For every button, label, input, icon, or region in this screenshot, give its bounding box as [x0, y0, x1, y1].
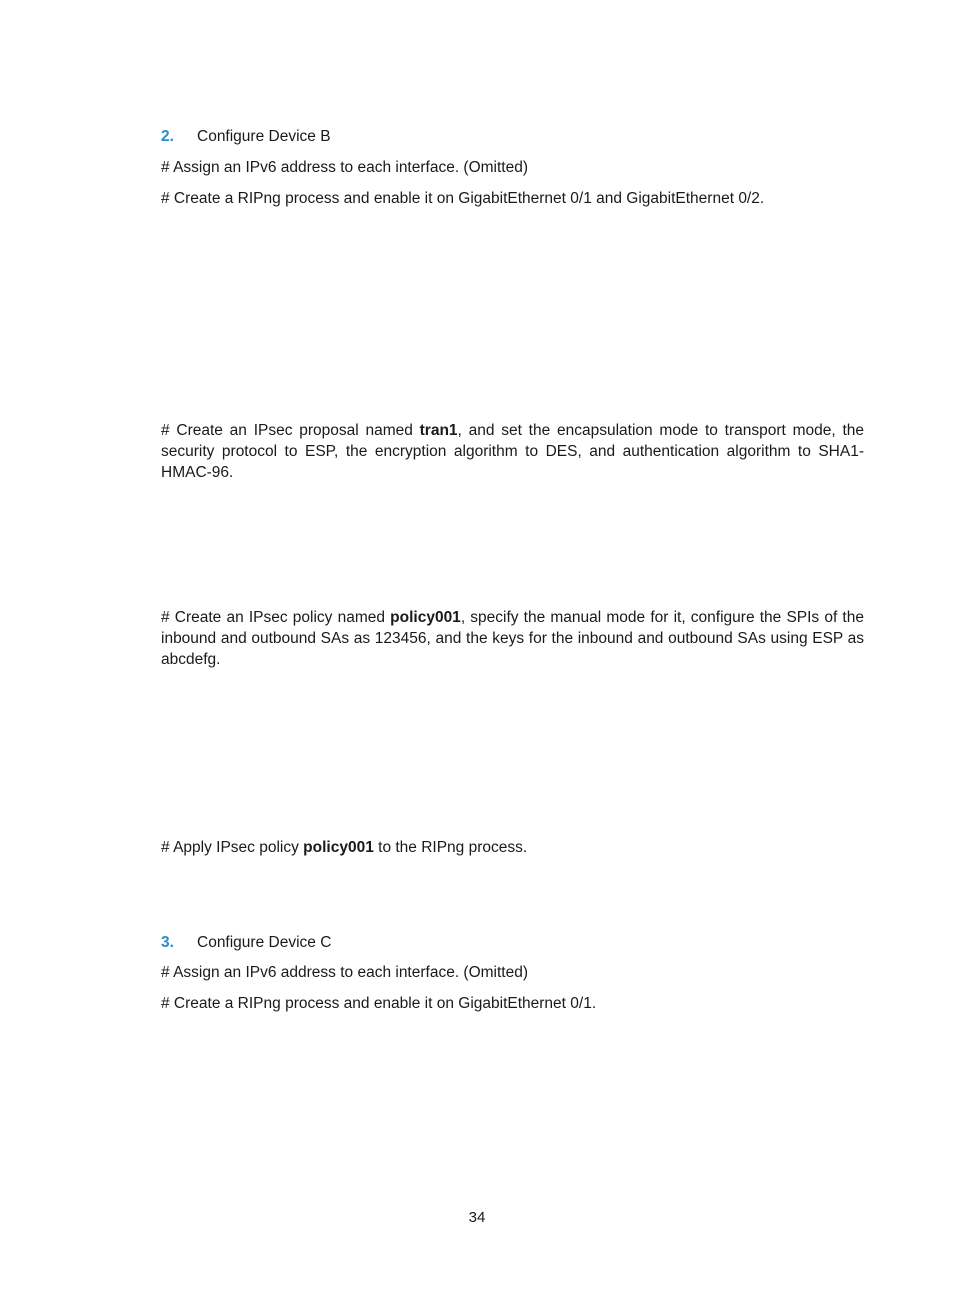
device-c-assign-ipv6: # Assign an IPv6 address to each interface. (Omitted): [161, 964, 529, 981]
proposal-text-after: , and set the encapsulation mode to transport mode, the security protocol to ESP, the encryption algorithm to DES, and authentication algorithm to SHA1-HMAC-96.: [161, 422, 864, 481]
proposal-text-before: # Create an IPsec proposal named: [161, 422, 420, 439]
policy-text-after: , specify the manual mode for it, configure the SPIs of the inbound and outbound SAs as 123456, and the keys for the inbound and outbound SAs using ESP as abcdefg.: [161, 609, 864, 668]
apply-text-after: to the RIPng process.: [373, 839, 528, 856]
device-b-apply-policy: [161, 837, 864, 858]
policy-name: policy001: [390, 609, 461, 626]
apply-policy-name: policy001: [303, 839, 374, 856]
step-configure-device-b: [161, 126, 331, 147]
step-label: Configure Device C: [197, 934, 332, 951]
apply-text-before: # Apply IPsec policy: [161, 839, 304, 856]
device-b-ipsec-policy: [161, 607, 864, 670]
step-label: Configure Device B: [197, 128, 331, 145]
step-number: 3.: [161, 934, 174, 951]
device-c-create-ripng: # Create a RIPng process and enable it on GigabitEthernet 0/1.: [161, 995, 597, 1012]
policy-text-before: # Create an IPsec policy named: [161, 609, 391, 626]
device-b-assign-ipv6: # Assign an IPv6 address to each interface. (Omitted): [161, 159, 529, 176]
device-b-ipsec-proposal: [161, 420, 864, 483]
proposal-name: tran1: [419, 422, 458, 439]
device-b-create-ripng: # Create a RIPng process and enable it on GigabitEthernet 0/1 and GigabitEthernet 0/2.: [161, 190, 765, 207]
step-number: 2.: [161, 128, 174, 145]
page-number: 34: [468, 1209, 486, 1226]
step-configure-device-c: [161, 932, 331, 953]
